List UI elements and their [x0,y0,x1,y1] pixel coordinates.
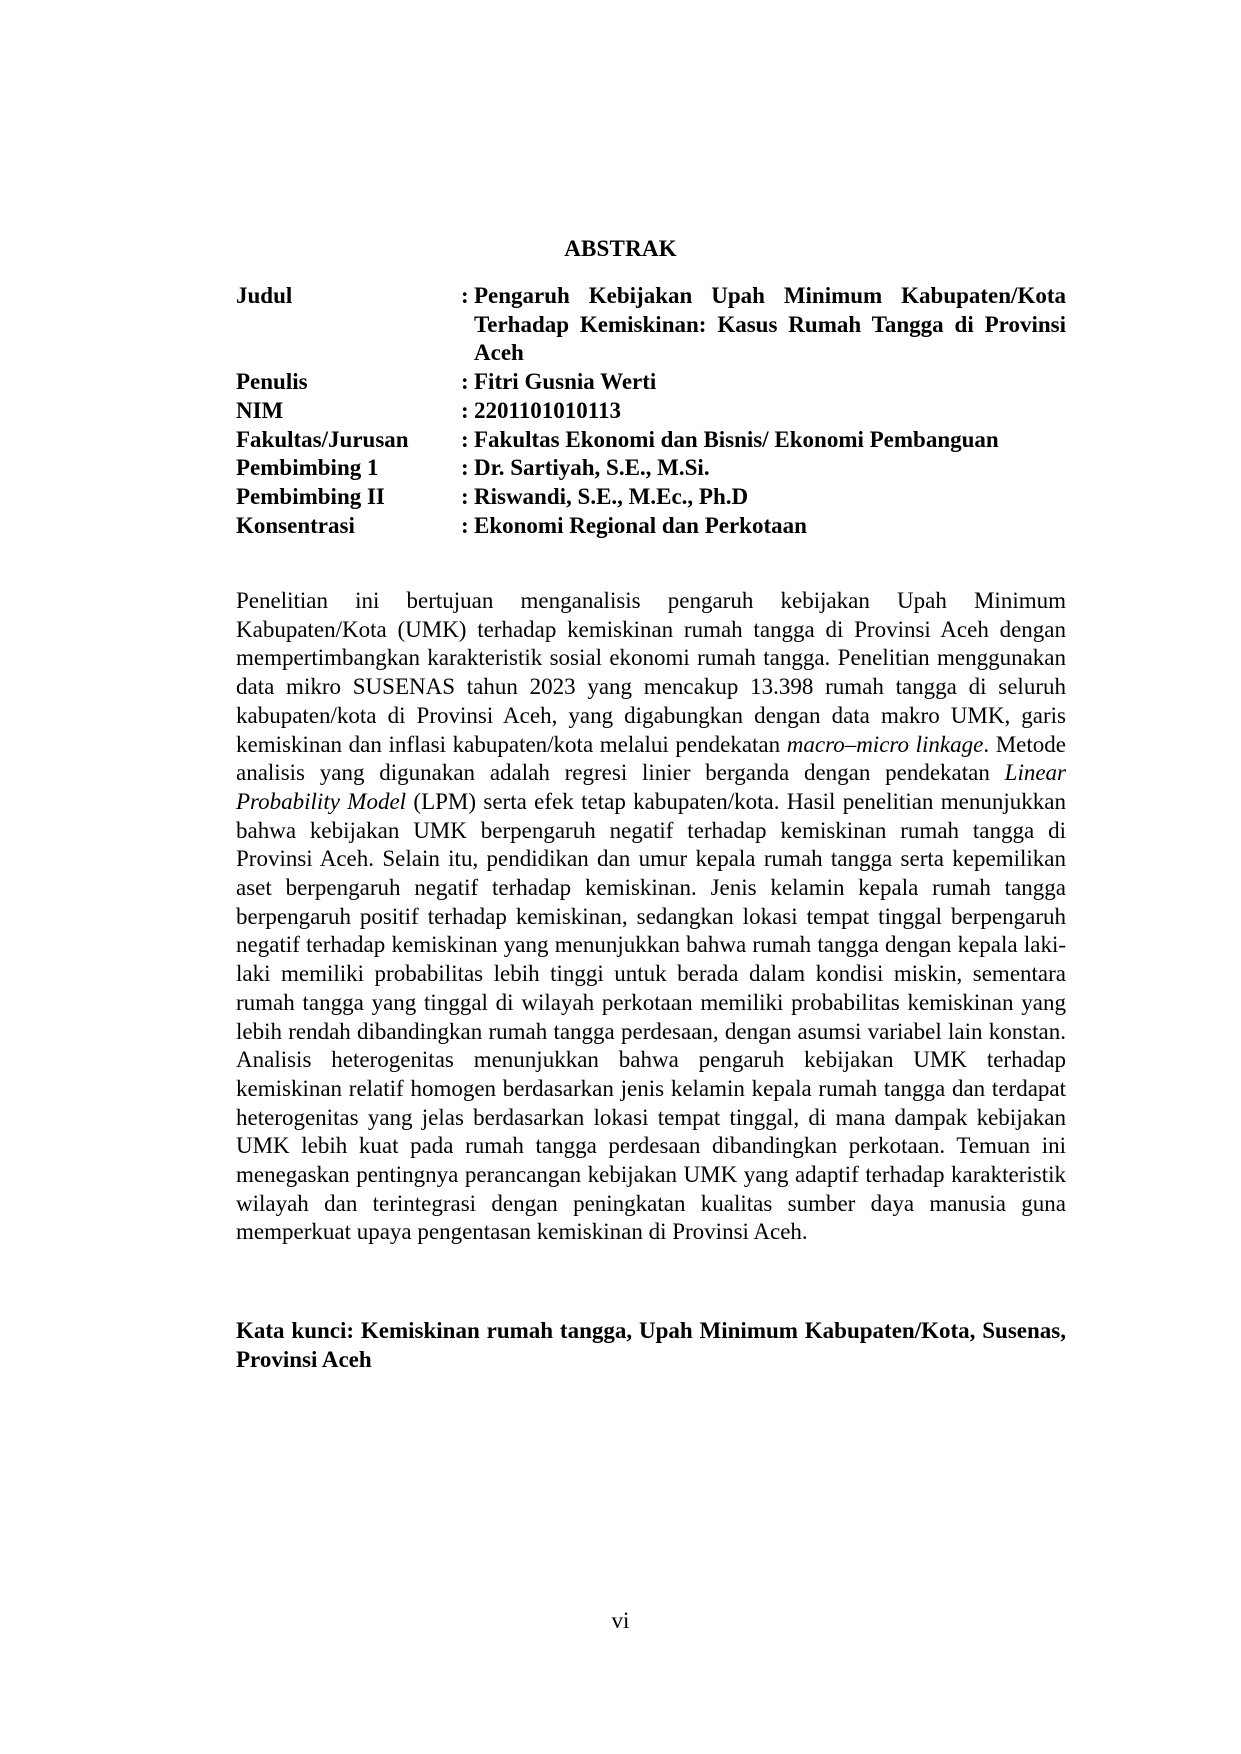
meta-row-fakultas [236,426,1066,455]
meta-row-nim [236,397,1066,426]
meta-row-pembimbing-2 [236,483,1066,512]
meta-row-konsentrasi [236,512,1066,541]
meta-colon: : [461,283,469,308]
meta-label: NIM [236,397,284,423]
meta-value-faculty: Fakultas Ekonomi dan Bisnis/ Ekonomi Pembanguan [474,426,999,452]
abstract-text: . Metode analisis yang digunakan adalah regresi linier berganda dengan pendekatan [236,731,1066,786]
meta-value-title: Pengaruh Kebijakan Upah Minimum Kabupaten/Kota Terhadap Kemiskinan: Kasus Rumah Tangga di Provinsi Aceh [474,283,1066,366]
meta-value-advisor-1: Dr. Sartiyah, S.E., M.Si. [474,455,710,481]
meta-value-advisor-2: Riswandi, S.E., M.Ec., Ph.D [474,483,749,509]
meta-row-judul [236,282,1066,368]
meta-row-penulis [236,368,1066,397]
meta-label: Fakultas/Jurusan [236,426,409,452]
meta-value-concentration: Ekonomi Regional dan Perkotaan [474,512,807,538]
metadata-table [236,282,1066,540]
page-number: vi [611,1608,630,1633]
abstract-text: Penelitian ini bertujuan menganalisis pengaruh kebijakan Upah Minimum Kabupaten/Kota (UMK) terhadap kemiskinan rumah tangga di Provinsi Aceh dengan mempertimbangkan karakteristik sosial ekonomi rumah tangga. Penelitian menggunakan data mikro SUSENAS tahun 2023 yang mencakup 13.398 rumah tangga di seluruh kabupaten/kota di Provinsi Aceh, yang digabungkan dengan data makro UMK, garis kemiskinan dan inflasi kabupaten/kota melalui pendekatan [236,588,1066,757]
abstract-italic-term: macro–micro linkage [786,731,984,757]
meta-label: Judul [236,283,293,308]
meta-label: Pembimbing II [236,483,385,509]
meta-colon: : [461,397,469,423]
meta-colon: : [461,483,469,509]
meta-value-author: Fitri Gusnia Werti [474,369,657,395]
meta-colon: : [461,455,469,481]
meta-colon: : [461,369,469,395]
meta-label: Pembimbing 1 [236,455,379,481]
meta-label: Penulis [236,369,308,395]
abstract-text: (LPM) serta efek tetap kabupaten/kota. Hasil penelitian menunjukkan bahwa kebijakan UMK berpengaruh negatif terhadap kemiskinan rumah tangga di Provinsi Aceh. Selain itu, pendidikan dan umur kepala rumah tangga serta kepemilikan aset berpengaruh negatif terhadap kemiskinan. Jenis kelamin kepala rumah tangga berpengaruh positif terhadap kemiskinan, sedangkan lokasi tempat tinggal berpengaruh negatif terhadap kemiskinan yang menunjukkan bahwa rumah tangga dengan kepala laki-laki memiliki probabilitas lebih tinggi untuk berada dalam kondisi miskin, sementara rumah tangga yang tinggal di wilayah perkotaan memiliki probabilitas kemiskinan yang lebih rendah dibandingkan rumah tangga perdesaan, dengan asumsi variabel lain konstan. Analisis heterogenitas menunjukkan bahwa pengaruh kebijakan UMK terhadap kemiskinan relatif homogen berdasarkan jenis kelamin kepala rumah tangga dan terdapat heterogenitas yang jelas berdasarkan lokasi tempat tinggal, di mana dampak kebijakan UMK lebih kuat pada rumah tangga perdesaan dibandingkan perkotaan. Temuan ini menegaskan pentingnya perancangan kebijakan UMK yang adaptif terhadap karakteristik wilayah dan terintegrasi dengan peningkatan kualitas sumber daya manusia guna memperkuat upaya pengentasan kemiskinan di Provinsi Aceh. [236,788,1066,1245]
meta-colon: : [461,426,469,452]
meta-row-pembimbing-1 [236,454,1066,483]
keywords: Kata kunci: Kemiskinan rumah tangga, Upah Minimum Kabupaten/Kota, Susenas, Provinsi Aceh [236,1318,1066,1372]
meta-value-nim: 2201101010113 [474,397,621,423]
meta-label: Konsentrasi [236,512,355,538]
page-title: ABSTRAK [564,236,677,261]
abstract-paragraph [236,587,1066,1247]
abstract-italic-term: Linear Probability Model [236,760,1066,814]
meta-colon: : [461,512,469,538]
